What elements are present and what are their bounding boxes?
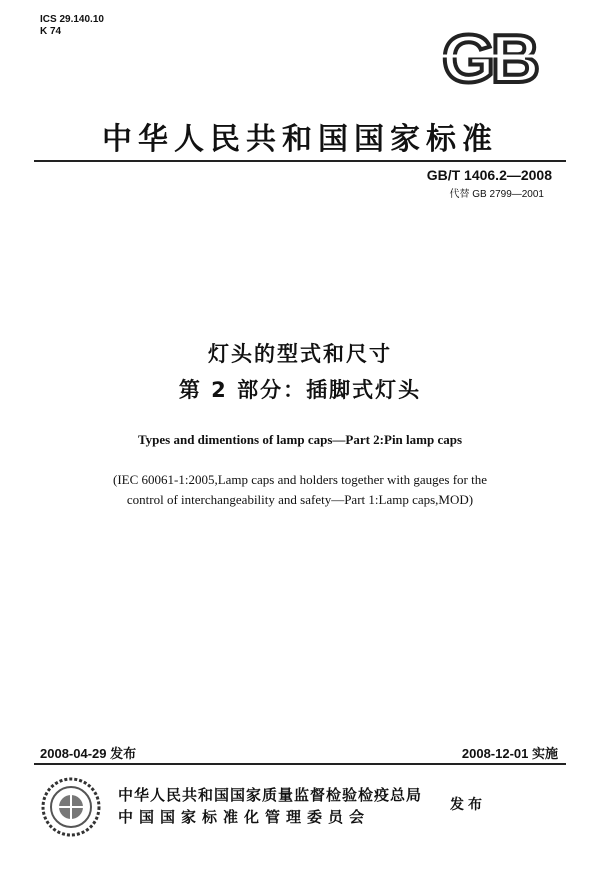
title-chinese-line2: 第 2 部分：插脚式灯头 [178, 378, 422, 402]
org-title: 中华人民共和国国家标准 [102, 122, 498, 157]
replaces-standard: 代替 GB 2799—2001 [449, 189, 544, 200]
issuer-line1: 中华人民共和国国家质量监督检验检疫总局 [118, 786, 423, 804]
iec-reference-line2: control of interchangeability and safety—Part 1:Lamp caps,MOD) [126, 492, 474, 507]
ccs-code: K 74 [40, 26, 62, 37]
gb-logo [432, 22, 546, 94]
implement-date: 2008-12-01 实施 [461, 746, 558, 761]
ics-code: ICS 29.140.10 [40, 14, 104, 25]
official-seal-icon [40, 776, 102, 838]
issuer-line2: 中国国家标准化管理委员会 [118, 808, 371, 826]
publish-date: 2008-04-29 发布 [40, 746, 137, 761]
bottom-divider [34, 763, 566, 765]
issue-label: 发布 [450, 797, 486, 813]
title-english: Types and dimentions of lamp caps—Part 2:Pin lamp caps [137, 432, 463, 447]
iec-reference-line1: (IEC 60061-1:2005,Lamp caps and holders together with gauges for the [112, 472, 488, 487]
gb-logo-text: GB [442, 22, 536, 94]
title-chinese-line1: 灯头的型式和尺寸 [208, 342, 392, 366]
classification-codes [40, 14, 104, 38]
iec-reference [60, 470, 540, 510]
top-divider [34, 160, 566, 162]
standard-number: GB/T 1406.2—2008 [426, 167, 552, 183]
